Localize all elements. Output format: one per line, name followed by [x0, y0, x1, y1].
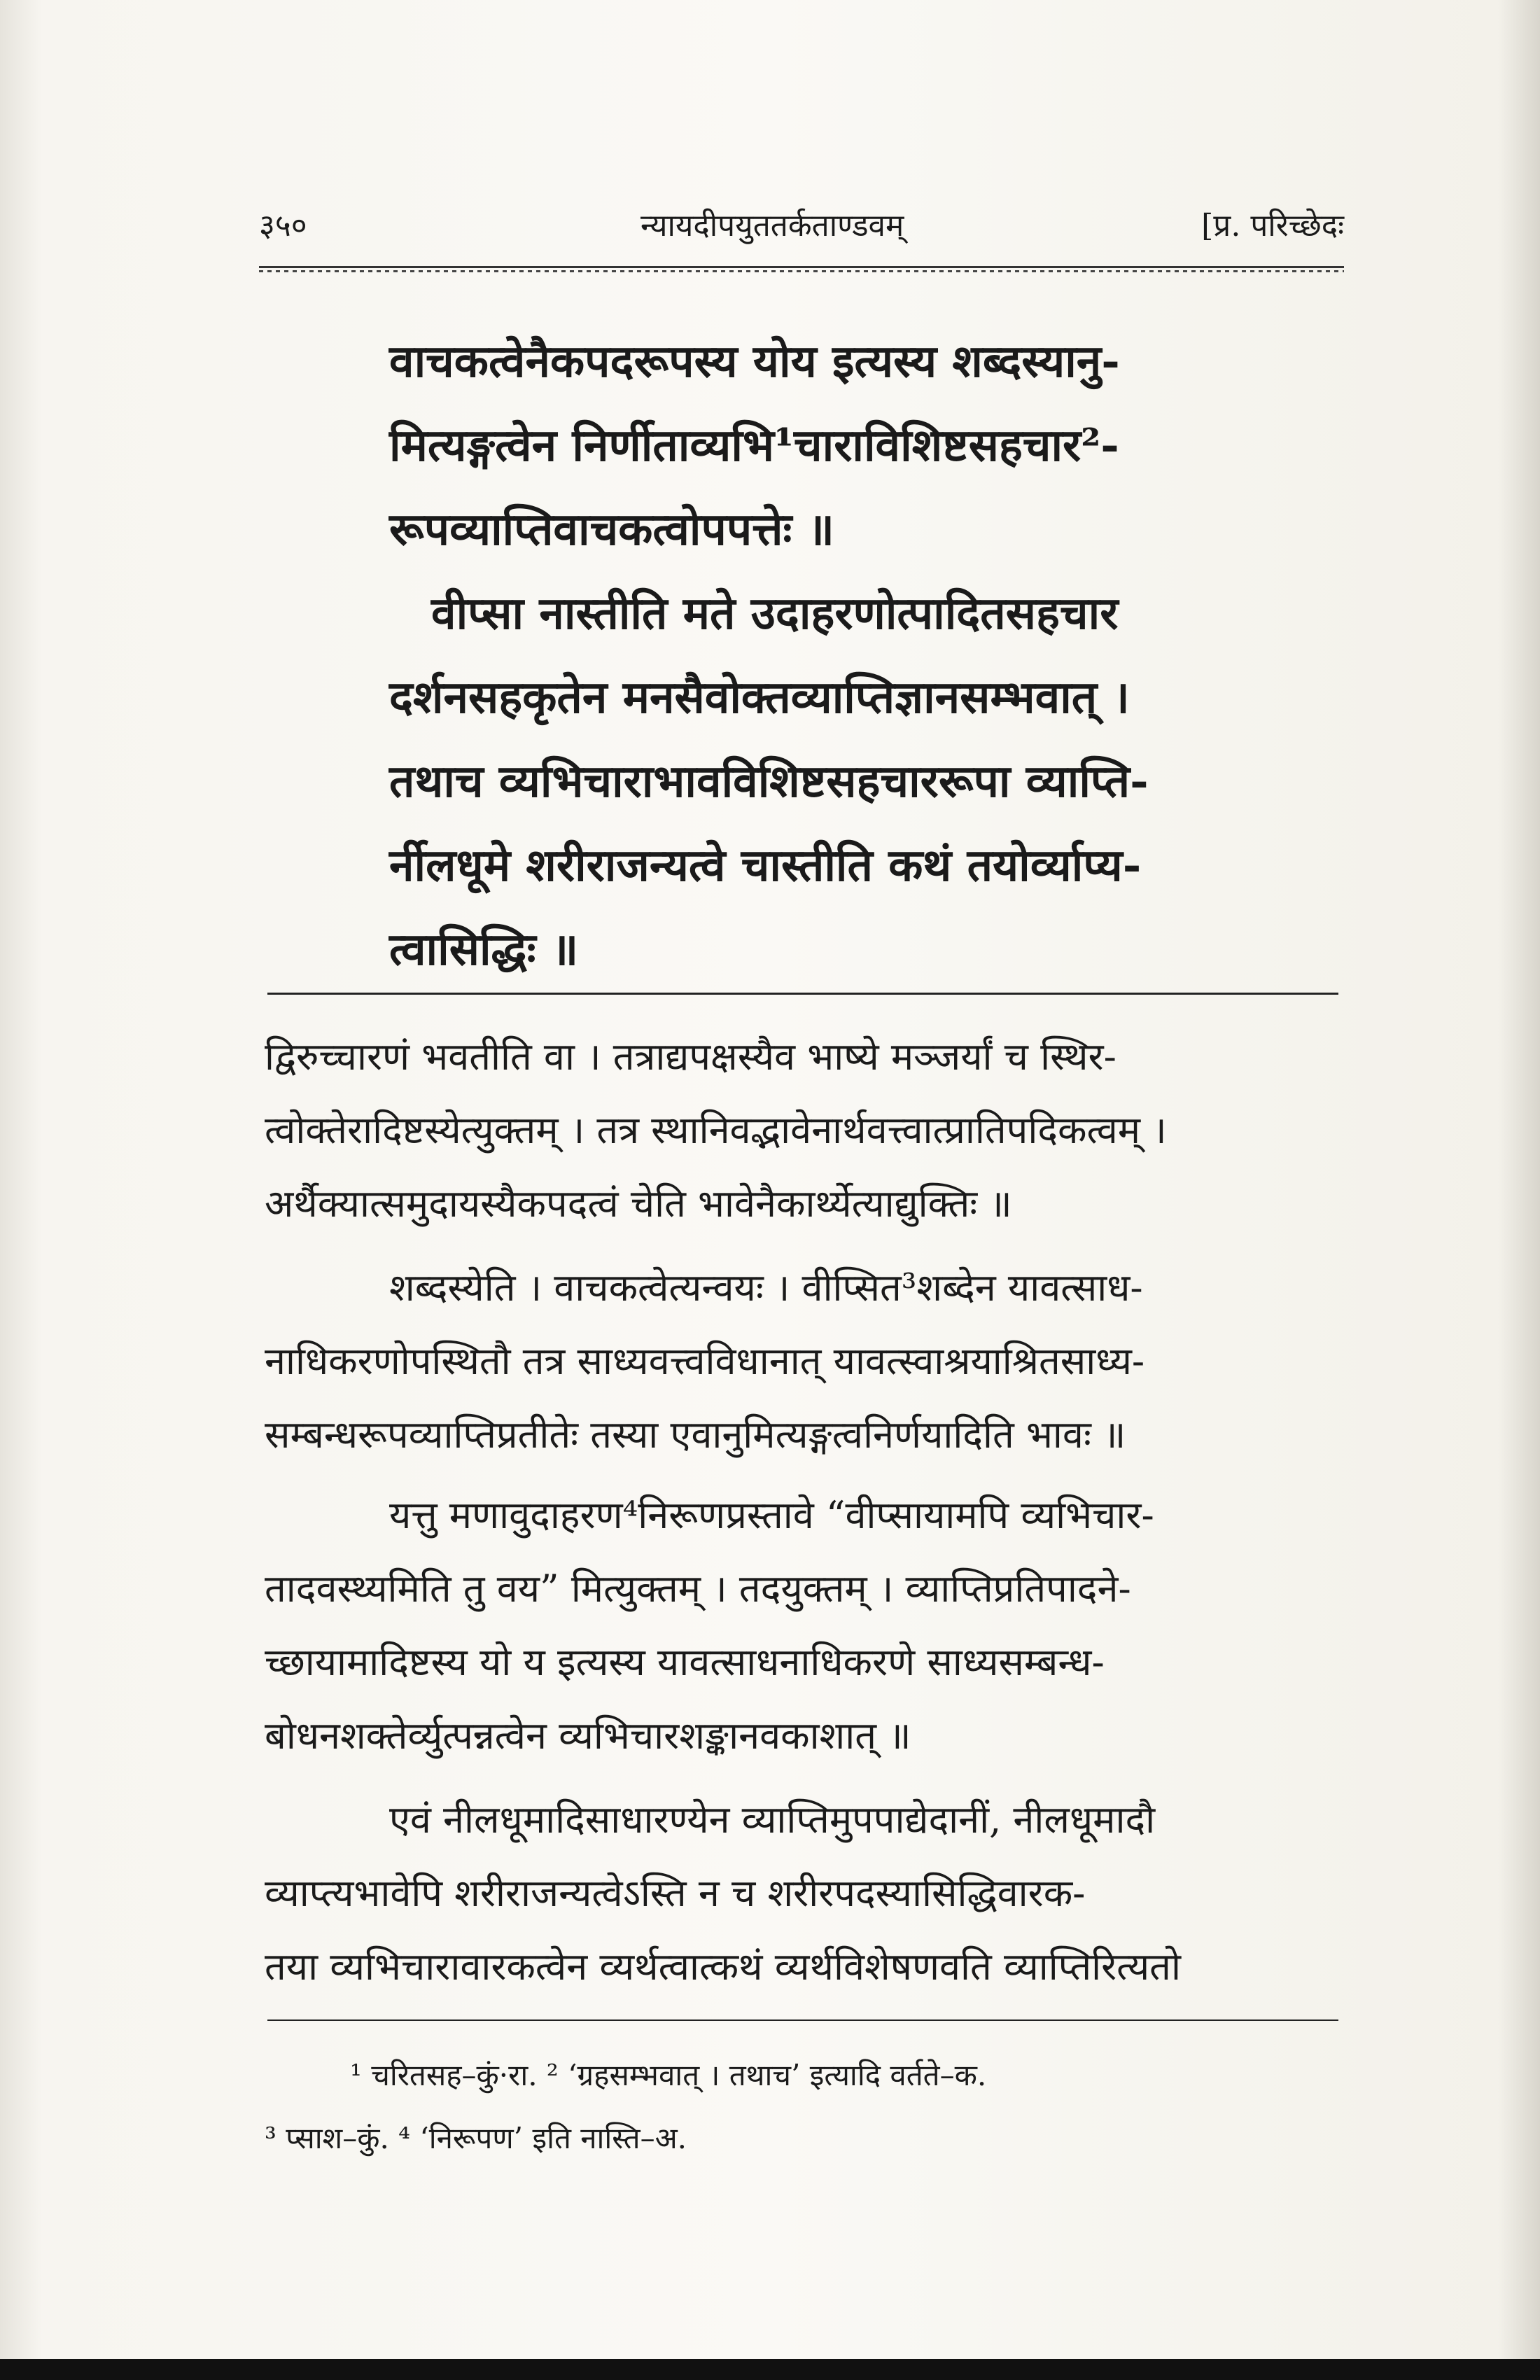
commentary-line: बोधनशक्तेर्व्युत्पन्नत्वेन व्यभिचारशङ्कानवकाशात् ॥: [265, 1714, 911, 1758]
main-line: तथाच व्यभिचाराभावविशिष्टसहचाररूपा व्याप्ति-: [389, 755, 1149, 808]
commentary-line: व्याप्त्यभावेपि शरीराजन्यत्वेऽस्ति न च शरीरपदस्यासिद्धिवारक-: [265, 1871, 1086, 1915]
page-number: ३५०: [259, 208, 307, 244]
commentary-line: तादवस्थ्यमिति तु वय” मित्युक्तम् । तदयुक्तम् । व्याप्तिप्रतिपादने-: [265, 1567, 1131, 1611]
running-header: [259, 203, 1344, 245]
commentary-line: सम्बन्धरूपव्याप्तिप्रतीतेः तस्या एवानुमित्यङ्गत्वनिर्णयादिति भावः ॥: [265, 1413, 1126, 1457]
footnote-line: ¹ चरितसह–कुं·रा. ² ‘ग्रहसम्भवात् । तथाच’ इत्यादि वर्तते–क.: [350, 2058, 987, 2092]
commentary-line: द्विरुच्चारणं भवतीति वा । तत्राद्यपक्षस्यैव भाष्ये मञ्जर्यां च स्थिर-: [265, 1035, 1116, 1079]
commentary-line: शब्दस्येति । वाचकत्वेत्यन्वयः । वीप्सित³शब्देन यावत्साध-: [389, 1266, 1143, 1310]
running-title: न्यायदीपयुततर्कताण्डवम्: [640, 208, 904, 244]
commentary-line: अर्थैक्यात्समुदायस्यैकपदत्वं चेति भावेनैकार्थ्येत्याद्युक्तिः ॥: [265, 1182, 1012, 1226]
main-line: दर्शनसहकृतेन मनसैवोक्तव्याप्तिज्ञानसम्भवात् ।: [389, 671, 1130, 724]
main-line: वाचकत्वेनैकपदरूपस्य योय इत्यस्य शब्दस्यानु-: [389, 335, 1120, 388]
commentary-line: नाधिकरणोपस्थितौ तत्र साध्यवत्त्वविधानात् यावत्स्वाश्रयाश्रितसाध्य-: [265, 1339, 1145, 1383]
main-line: रूपव्याप्तिवाचकत्वोपपत्तेः ॥: [389, 503, 834, 556]
commentary-line: यत्तु मणावुदाहरण⁴निरूणप्रस्तावे “वीप्सायामपि व्यभिचार-: [389, 1493, 1154, 1537]
header-rule: [259, 266, 1344, 272]
main-line: र्नीलधूमे शरीराजन्यत्वे चास्तीति कथं तयोर्व्याप्य-: [389, 839, 1142, 892]
main-line: वीप्सा नास्तीति मते उदाहरणोत्पादितसहचार: [431, 587, 1119, 640]
section-label: [प्र. परिच्छेदः: [1201, 208, 1344, 244]
main-commentary-divider: [267, 993, 1338, 995]
commentary-line: च्छायामादिष्टस्य यो य इत्यस्य यावत्साधनाधिकरणे साध्यसम्बन्ध-: [265, 1640, 1105, 1684]
commentary-line: तया व्यभिचारावारकत्वेन व्यर्थत्वात्कथं व्यर्थविशेषणवति व्याप्तिरित्यतो: [265, 1945, 1181, 1989]
scan-bottom-edge: [0, 2359, 1540, 2380]
commentary-line: एवं नीलधूमादिसाधारण्येन व्याप्तिमुपपाद्येदानीं, नीलधूमादौ: [389, 1798, 1156, 1842]
main-line: त्वासिद्धिः ॥: [389, 923, 579, 976]
commentary-line: त्वोक्तेरादिष्टस्येत्युक्तम् । तत्र स्थानिवद्भावेनार्थवत्त्वात्प्रातिपदिकत्वम् ।: [265, 1108, 1167, 1152]
footnote-line: ³ प्साश–कुं. ⁴ ‘निरूपण’ इति नास्ति–अ.: [265, 2121, 687, 2155]
main-line: मित्यङ्गत्वेन निर्णीताव्यभि¹चाराविशिष्टसहचार²-: [389, 419, 1119, 472]
footnote-divider: [267, 2019, 1338, 2021]
